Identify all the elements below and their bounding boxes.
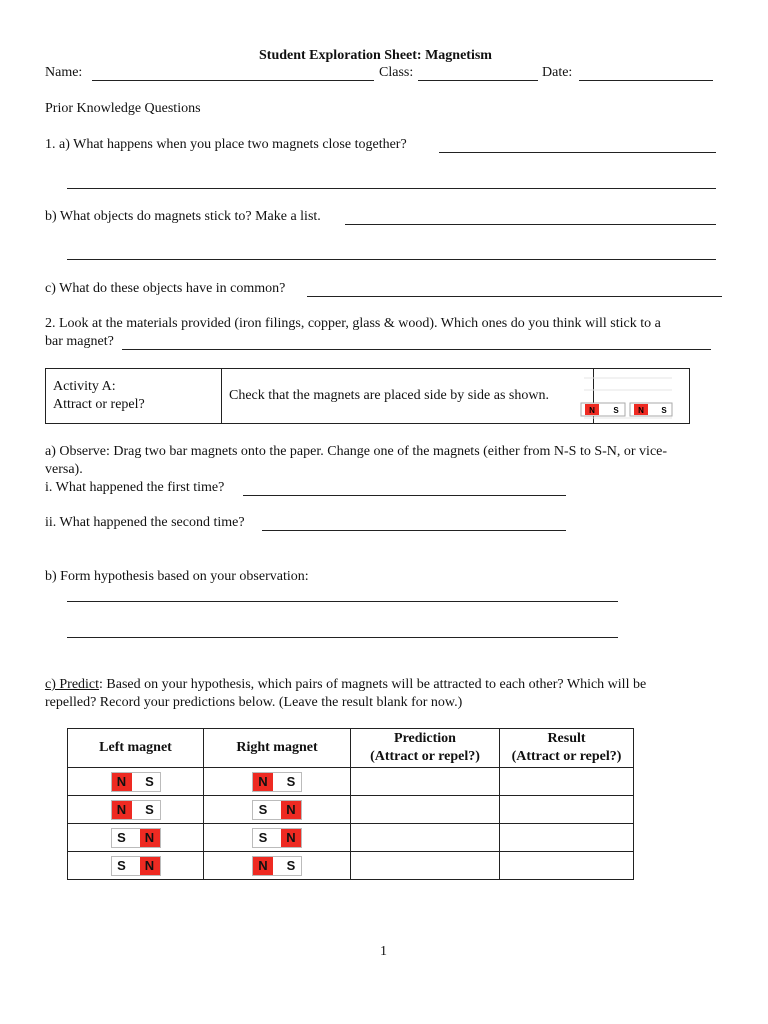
answer-line-observe-i[interactable] <box>243 495 566 496</box>
date-field[interactable] <box>579 80 713 81</box>
class-field[interactable] <box>418 80 538 81</box>
header-result-title: Result <box>547 731 586 746</box>
question-1a: 1. a) What happens when you place two magnets close together? <box>45 137 407 152</box>
magnets-side-by-side-illustration <box>578 372 676 422</box>
page-title: Student Exploration Sheet: Magnetism <box>259 48 492 63</box>
predict-instruction-line2: repelled? Record your predictions below. (Leave the result blank for now.) <box>45 695 463 710</box>
right-magnet <box>252 772 302 792</box>
table-row <box>68 796 634 824</box>
south-pole: S <box>253 829 273 847</box>
left-magnet-cell <box>68 768 204 796</box>
right-magnet-cell <box>204 852 351 880</box>
answer-line-1a-2[interactable] <box>67 188 716 189</box>
question-2-line2: bar magnet? <box>45 334 114 349</box>
north-pole: N <box>281 801 301 819</box>
south-pole: S <box>112 857 132 875</box>
south-pole: S <box>281 773 301 791</box>
question-2-line1: 2. Look at the materials provided (iron filings, copper, glass & wood). Which ones do you think will stick to a <box>45 316 661 331</box>
question-1b: b) What objects do magnets stick to? Make a list. <box>45 209 321 224</box>
question-1c: c) What do these objects have in common? <box>45 281 286 296</box>
observe-question-ii: ii. What happened the second time? <box>45 515 245 530</box>
north-pole: N <box>112 773 132 791</box>
header-result <box>500 729 634 768</box>
result-cell[interactable] <box>500 852 634 880</box>
left-magnet-cell <box>68 824 204 852</box>
left-magnet <box>111 856 161 876</box>
north-pole: N <box>253 773 273 791</box>
answer-line-1c[interactable] <box>307 296 722 297</box>
table-row <box>68 768 634 796</box>
right-magnet <box>252 856 302 876</box>
table-row <box>68 852 634 880</box>
result-cell[interactable] <box>500 768 634 796</box>
table-body <box>68 768 634 880</box>
header-left-magnet: Left magnet <box>68 729 204 768</box>
right-magnet <box>252 828 302 848</box>
north-pole: N <box>140 857 160 875</box>
prediction-cell[interactable] <box>351 824 500 852</box>
hypothesis-prompt: b) Form hypothesis based on your observation: <box>45 569 309 584</box>
south-pole: S <box>253 801 273 819</box>
south-pole: S <box>281 857 301 875</box>
right-magnet <box>252 800 302 820</box>
header-prediction-title: Prediction <box>394 731 456 746</box>
right-magnet-cell <box>204 768 351 796</box>
activity-label-cell <box>46 369 222 424</box>
header-right-magnet: Right magnet <box>204 729 351 768</box>
header-prediction <box>351 729 500 768</box>
prediction-cell[interactable] <box>351 796 500 824</box>
header-result-sub: (Attract or repel?) <box>511 749 622 764</box>
predict-label: c) Predict <box>45 677 100 692</box>
answer-line-observe-ii[interactable] <box>262 530 566 531</box>
activity-label-line2: Attract or repel? <box>53 397 145 412</box>
activity-label-line1: Activity A: <box>53 379 116 394</box>
south-pole: S <box>140 801 160 819</box>
prediction-cell[interactable] <box>351 768 500 796</box>
name-field[interactable] <box>92 80 374 81</box>
illustration-pole-label-2: S <box>613 406 619 415</box>
south-pole: S <box>112 829 132 847</box>
observe-instruction-line1: a) Observe: Drag two bar magnets onto the paper. Change one of the magnets (either from N-S to S-N, or vice- <box>45 444 668 459</box>
illustration-pole-label-3: N <box>638 406 644 415</box>
table-row <box>68 824 634 852</box>
answer-line-2[interactable] <box>122 349 711 350</box>
activity-instruction-cell <box>222 369 594 424</box>
date-label: Date: <box>542 65 573 80</box>
hypothesis-line-1[interactable] <box>67 601 618 602</box>
left-magnet <box>111 828 161 848</box>
name-label: Name: <box>45 65 83 80</box>
prediction-table <box>67 728 634 880</box>
result-cell[interactable] <box>500 824 634 852</box>
answer-line-1a[interactable] <box>439 152 716 153</box>
result-cell[interactable] <box>500 796 634 824</box>
north-pole: N <box>112 801 132 819</box>
answer-line-1b-2[interactable] <box>67 259 716 260</box>
north-pole: N <box>281 829 301 847</box>
left-magnet-cell <box>68 852 204 880</box>
left-magnet <box>111 772 161 792</box>
north-pole: N <box>253 857 273 875</box>
prediction-cell[interactable] <box>351 852 500 880</box>
header-prediction-sub: (Attract or repel?) <box>370 749 480 764</box>
observe-question-i: i. What happened the first time? <box>45 480 225 495</box>
left-magnet <box>111 800 161 820</box>
predict-instruction-line1 <box>45 676 646 694</box>
predict-instruction-rest: : Based on your hypothesis, which pairs of magnets will be attracted to each other? Which will be <box>99 677 647 692</box>
south-pole: S <box>140 773 160 791</box>
class-label: Class: <box>379 65 414 80</box>
right-magnet-cell <box>204 796 351 824</box>
hypothesis-line-2[interactable] <box>67 637 618 638</box>
page-number: 1 <box>380 944 387 959</box>
observe-instruction-line2: versa). <box>45 462 83 477</box>
left-magnet-cell <box>68 796 204 824</box>
activity-instruction: Check that the magnets are placed side by side as shown. <box>229 388 549 403</box>
illustration-pole-label-1: N <box>589 406 595 415</box>
table-header-row <box>68 729 634 768</box>
north-pole: N <box>140 829 160 847</box>
right-magnet-cell <box>204 824 351 852</box>
illustration-pole-label-4: S <box>661 406 667 415</box>
answer-line-1b[interactable] <box>345 224 716 225</box>
section-heading: Prior Knowledge Questions <box>45 101 201 116</box>
